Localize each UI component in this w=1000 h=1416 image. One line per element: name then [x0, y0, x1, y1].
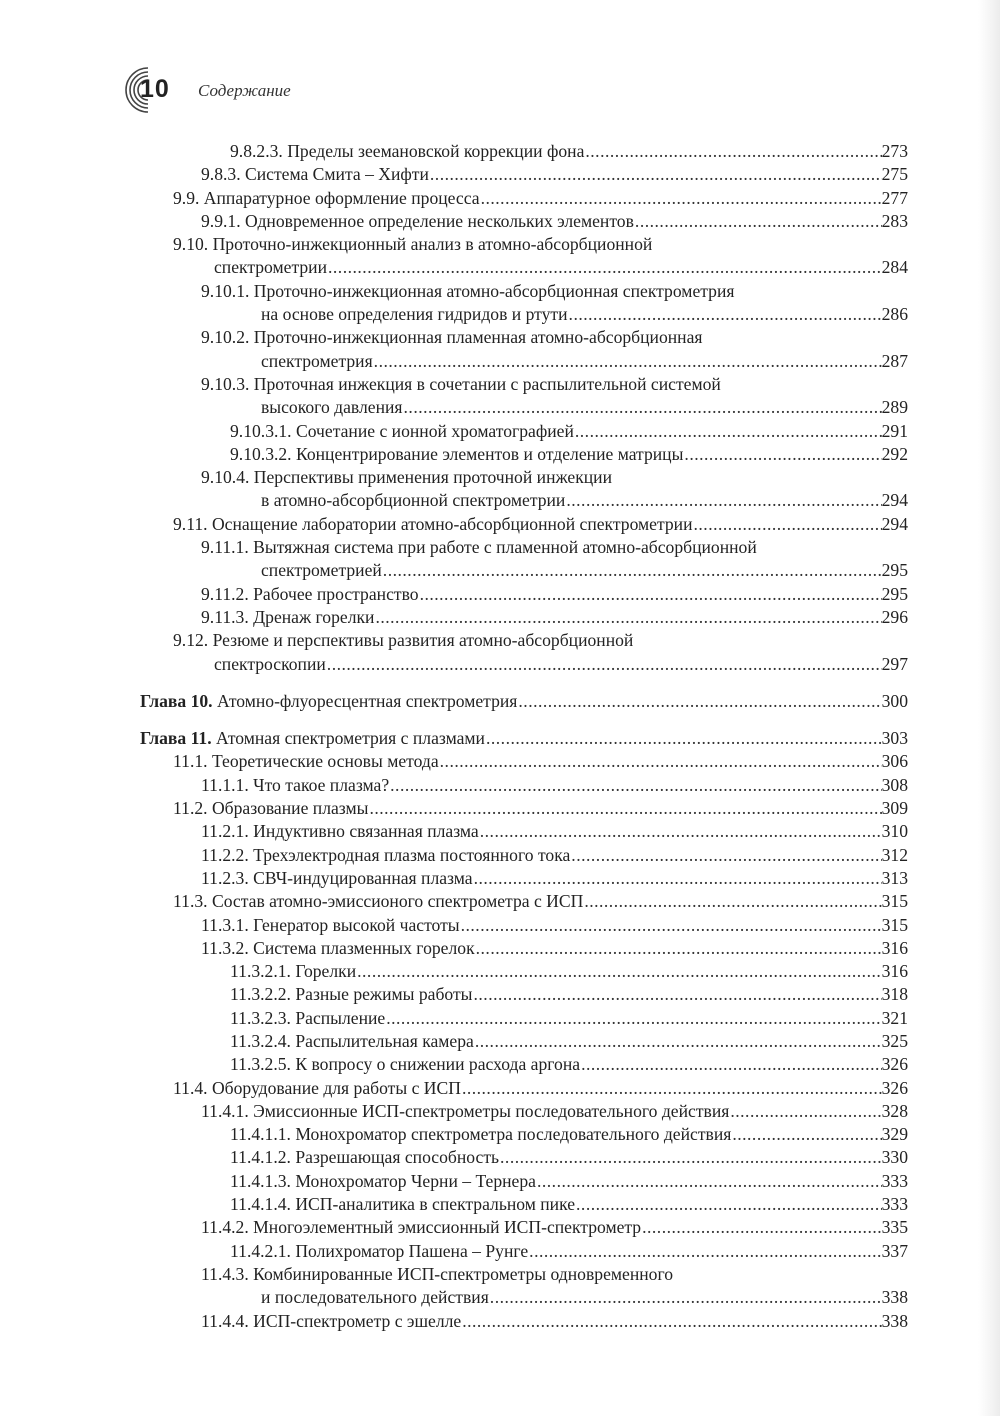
toc-number: 9.8.3. — [201, 164, 241, 185]
dot-leader — [480, 187, 882, 210]
toc-page: 295 — [881, 583, 908, 604]
dot-leader — [641, 1216, 882, 1239]
toc-page: 287 — [881, 350, 908, 371]
toc-title: Рабочее пространство — [253, 583, 419, 604]
toc-entry-continuation — [140, 653, 908, 676]
dot-leader — [693, 513, 882, 536]
dot-leader — [326, 653, 882, 676]
toc-number: 11.4.2.1. — [230, 1240, 291, 1261]
dot-leader — [327, 256, 882, 279]
toc-entry — [140, 750, 908, 773]
toc-page: 275 — [881, 164, 908, 185]
toc-page: 289 — [881, 397, 908, 418]
toc-entry — [140, 373, 908, 396]
dot-leader — [475, 937, 882, 960]
toc-number: 11.3.2.4. — [230, 1030, 291, 1051]
toc-entry — [140, 844, 908, 867]
toc-entry — [140, 983, 908, 1006]
toc-title: Система Смита – Хифти — [245, 164, 429, 185]
toc-title: высокого давления — [261, 397, 403, 418]
toc-entry — [140, 960, 908, 983]
toc-title: Монохроматор спектрометра последовательного действия — [295, 1124, 732, 1145]
toc-title: Резюме и перспективы развития атомно-абсорбционной — [212, 630, 634, 651]
toc-entry — [140, 606, 908, 629]
toc-page: 277 — [881, 187, 908, 208]
chapter-label: Глава 11. — [140, 728, 212, 749]
toc-number: 11.2.2. — [201, 844, 249, 865]
toc-title: Система плазменных горелок — [253, 937, 475, 958]
toc-entry — [140, 937, 908, 960]
toc-entry — [140, 443, 908, 466]
toc-entry — [140, 583, 908, 606]
toc-entry — [140, 867, 908, 890]
toc-chapter-entry — [140, 690, 908, 713]
page-number: 10 — [140, 75, 170, 103]
dot-leader — [536, 1170, 882, 1193]
toc-number: 9.10.2. — [201, 327, 250, 348]
toc-page: 283 — [881, 210, 908, 231]
toc-page: 315 — [881, 914, 908, 935]
toc-number: 11.3.2.5. — [230, 1054, 291, 1075]
dot-leader — [356, 960, 881, 983]
toc-title: спектрометрия — [261, 350, 373, 371]
toc-title: Атомная спектрометрия с плазмами — [216, 728, 485, 749]
dot-leader — [385, 1007, 881, 1030]
toc-title: Индуктивно связанная плазма — [253, 821, 479, 842]
toc-page: 306 — [881, 751, 908, 772]
dot-leader — [461, 1310, 881, 1333]
toc-page: 291 — [881, 420, 908, 441]
toc-title: Эмиссионные ИСП-спектрометры последовательного действия — [253, 1100, 730, 1121]
toc-number: 9.11. — [173, 513, 208, 534]
toc-number: 11.4.3. — [201, 1263, 249, 1284]
toc-entry — [140, 1310, 908, 1333]
toc-entry — [140, 163, 908, 186]
toc-title: Проточно-инжекционная пламенная атомно-абсорбционная — [253, 327, 703, 348]
toc-page: 292 — [881, 443, 908, 464]
toc-number: 9.10.4. — [201, 467, 250, 488]
toc-number: 9.11.2. — [201, 583, 249, 604]
dot-leader — [373, 350, 882, 373]
toc-entry — [140, 233, 908, 256]
toc-page: 284 — [881, 257, 908, 278]
toc-page: 303 — [881, 728, 908, 749]
toc-entry-continuation — [140, 396, 908, 419]
toc-page: 333 — [881, 1194, 908, 1215]
dot-leader — [583, 890, 881, 913]
toc-entry — [140, 890, 908, 913]
toc-number: 9.10.3.1. — [230, 420, 292, 441]
dot-leader — [374, 606, 881, 629]
toc-number: 11.3.2.2. — [230, 984, 291, 1005]
dot-leader — [580, 1053, 882, 1076]
dot-leader — [575, 1193, 882, 1216]
toc-entry — [140, 1053, 908, 1076]
dot-leader — [474, 1030, 882, 1053]
toc-title: Трехэлектродная плазма постоянного тока — [253, 844, 571, 865]
toc-title: Оборудование для работы с ИСП — [211, 1077, 461, 1098]
toc-page: 338 — [881, 1287, 908, 1308]
toc-page: 295 — [881, 560, 908, 581]
toc-number: 11.1. — [173, 751, 208, 772]
dot-leader — [473, 867, 882, 890]
toc-page: 313 — [881, 867, 908, 888]
toc-title: Атомно-флуоресцентная спектрометрия — [216, 690, 518, 711]
toc-page: 296 — [881, 606, 908, 627]
table-of-contents — [140, 140, 908, 1333]
toc-entry-continuation — [140, 1286, 908, 1309]
toc-title: спектроскопии — [214, 653, 326, 674]
dot-leader — [489, 1286, 882, 1309]
toc-entry — [140, 1030, 908, 1053]
dot-leader — [382, 559, 882, 582]
toc-title: Многоэлементный эмиссионный ИСП-спектрометр — [253, 1217, 642, 1238]
dot-leader — [473, 983, 882, 1006]
dot-leader — [568, 303, 882, 326]
toc-title: Горелки — [295, 961, 357, 982]
page-number-badge — [118, 64, 176, 116]
toc-number: 11.4.1.3. — [230, 1170, 291, 1191]
toc-page: 338 — [881, 1310, 908, 1331]
dot-leader — [403, 396, 882, 419]
toc-entry — [140, 210, 908, 233]
toc-page: 318 — [881, 984, 908, 1005]
toc-page: 312 — [881, 844, 908, 865]
toc-chapter-entry — [140, 727, 908, 750]
toc-title: на основе определения гидридов и ртути — [261, 304, 568, 325]
toc-entry — [140, 1216, 908, 1239]
dot-leader — [419, 583, 882, 606]
toc-entry — [140, 187, 908, 210]
toc-entry — [140, 1146, 908, 1169]
toc-title: Разрешающая способность — [295, 1147, 500, 1168]
toc-title: Вытяжная система при работе с пламенной атомно-абсорбционной — [253, 537, 757, 558]
running-title: Содержание — [198, 81, 291, 100]
toc-entry — [140, 797, 908, 820]
toc-page: 335 — [881, 1217, 908, 1238]
toc-title: Оснащение лаборатории атомно-абсорбционной спектрометрии — [211, 513, 693, 534]
dot-leader — [517, 690, 881, 713]
toc-title: Распыление — [295, 1007, 386, 1028]
toc-number: 11.2.3. — [201, 867, 249, 888]
dot-leader — [461, 1077, 882, 1100]
toc-title: спектрометрией — [261, 560, 382, 581]
toc-title: в атомно-абсорбционной спектрометрии — [261, 490, 566, 511]
toc-entry — [140, 774, 908, 797]
toc-title: Что такое плазма? — [253, 774, 390, 795]
dot-leader — [731, 1123, 881, 1146]
toc-number: 9.10.1. — [201, 280, 250, 301]
dot-leader — [574, 420, 882, 443]
dot-leader — [368, 797, 881, 820]
toc-entry — [140, 513, 908, 536]
toc-entry — [140, 629, 908, 652]
toc-number: 11.4.1.4. — [230, 1194, 291, 1215]
toc-entry — [140, 1193, 908, 1216]
toc-page: 273 — [881, 141, 908, 161]
toc-page: 337 — [881, 1240, 908, 1261]
toc-number: 9.11.1. — [201, 537, 249, 558]
toc-number: 11.3.2.3. — [230, 1007, 291, 1028]
toc-page: 326 — [881, 1054, 908, 1075]
dot-leader — [528, 1240, 881, 1263]
toc-entry — [140, 420, 908, 443]
toc-title: Проточно-инжекционная атомно-абсорбционная спектрометрия — [253, 280, 735, 301]
toc-number: 9.9.1. — [201, 210, 241, 231]
toc-number: 11.4.1.2. — [230, 1147, 291, 1168]
toc-title: Монохроматор Черни – Тернера — [295, 1170, 536, 1191]
toc-page: 294 — [881, 513, 908, 534]
toc-number: 9.11.3. — [201, 606, 249, 627]
toc-title: Образование плазмы — [211, 798, 369, 819]
toc-title: Концентрирование элементов и отделение матрицы — [295, 443, 684, 464]
toc-entry — [140, 914, 908, 937]
toc-entry-continuation — [140, 559, 908, 582]
toc-entry — [140, 1170, 908, 1193]
toc-title: Распылительная камера — [295, 1030, 474, 1051]
toc-title: Проточная инжекция в сочетании с распылительной системой — [253, 373, 721, 394]
dot-leader — [439, 750, 882, 773]
toc-number: 11.4.4. — [201, 1310, 249, 1331]
toc-entry-continuation — [140, 303, 908, 326]
toc-number: 9.9. — [173, 187, 200, 208]
dot-leader — [565, 489, 881, 512]
dot-leader — [389, 774, 881, 797]
toc-entry — [140, 1007, 908, 1030]
toc-page: 326 — [881, 1077, 908, 1098]
toc-number: 11.1.1. — [201, 774, 249, 795]
toc-page: 328 — [881, 1100, 908, 1121]
toc-title: и последовательного действия — [261, 1287, 489, 1308]
toc-entry — [140, 1123, 908, 1146]
toc-title: Проточно-инжекционный анализ в атомно-абсорбционной — [212, 234, 653, 255]
toc-entry — [140, 326, 908, 349]
toc-title: ИСП-спектрометр с эшелле — [253, 1310, 462, 1331]
toc-page: 329 — [881, 1124, 908, 1145]
toc-number: 9.10.3.2. — [230, 443, 292, 464]
toc-page: 315 — [881, 891, 908, 912]
toc-title: Полихроматор Пашена – Рунге — [295, 1240, 529, 1261]
toc-page: 321 — [881, 1007, 908, 1028]
toc-number: 11.2. — [173, 798, 208, 819]
dot-leader — [499, 1146, 882, 1169]
toc-number: 9.8.2.3. — [230, 141, 283, 161]
toc-number: 11.4.1. — [201, 1100, 249, 1121]
toc-page: 308 — [881, 774, 908, 795]
toc-title: Сочетание с ионной хроматографией — [295, 420, 574, 441]
page-edge-shadow — [978, 0, 1000, 1416]
toc-entry — [140, 1240, 908, 1263]
page-header — [118, 62, 291, 118]
toc-number: 11.3.2.1. — [230, 961, 291, 982]
toc-number: 9.10. — [173, 234, 209, 255]
toc-entry — [140, 536, 908, 559]
dot-leader — [729, 1100, 881, 1123]
toc-number: 11.4.2. — [201, 1217, 249, 1238]
toc-number: 11.3. — [173, 891, 208, 912]
toc-entry — [140, 466, 908, 489]
toc-entry — [140, 280, 908, 303]
toc-entry-continuation — [140, 350, 908, 373]
toc-title: Состав атомно-эмиссионого спектрометра с ИСП — [211, 891, 584, 912]
toc-title: Генератор высокой частоты — [253, 914, 460, 935]
dot-leader — [479, 820, 882, 843]
dot-leader — [683, 443, 881, 466]
toc-page: 333 — [881, 1170, 908, 1191]
toc-title: СВЧ-индуцированная плазма — [253, 867, 473, 888]
dot-leader — [485, 727, 882, 750]
toc-page: 297 — [881, 653, 908, 674]
toc-title: спектрометрии — [214, 257, 327, 278]
dot-leader — [460, 914, 882, 937]
toc-title: ИСП-аналитика в спектральном пике — [295, 1194, 576, 1215]
toc-page: 330 — [881, 1147, 908, 1168]
dot-leader — [570, 844, 881, 867]
toc-number: 11.4.1.1. — [230, 1124, 291, 1145]
toc-entry — [140, 140, 908, 163]
toc-page: 294 — [881, 490, 908, 511]
toc-number: 11.2.1. — [201, 821, 249, 842]
toc-number: 11.3.1. — [201, 914, 249, 935]
dot-leader — [429, 163, 882, 186]
toc-page: 286 — [881, 304, 908, 325]
toc-number: 11.4. — [173, 1077, 208, 1098]
toc-title: Перспективы применения проточной инжекции — [253, 467, 613, 488]
toc-title: Разные режимы работы — [295, 984, 473, 1005]
toc-entry-continuation — [140, 489, 908, 512]
toc-title: Одновременное определение нескольких элементов — [245, 210, 634, 231]
toc-title: Комбинированные ИСП-спектрометры одновременного — [253, 1263, 674, 1284]
toc-entry — [140, 1100, 908, 1123]
toc-title: Пределы зеемановской коррекции фона — [287, 141, 585, 161]
chapter-label: Глава 10. — [140, 690, 213, 711]
toc-page: 310 — [881, 821, 908, 842]
toc-entry-continuation — [140, 256, 908, 279]
toc-entry — [140, 1077, 908, 1100]
toc-page: 316 — [881, 961, 908, 982]
toc-number: 9.12. — [173, 630, 209, 651]
toc-page: 300 — [881, 690, 908, 711]
toc-number: 9.10.3. — [201, 373, 250, 394]
toc-title: Дренаж горелки — [253, 606, 375, 627]
toc-page: 316 — [881, 937, 908, 958]
toc-entry — [140, 1263, 908, 1286]
toc-entry — [140, 820, 908, 843]
toc-number: 11.3.2. — [201, 937, 249, 958]
toc-page: 325 — [881, 1030, 908, 1051]
dot-leader — [584, 140, 881, 163]
toc-title: Аппаратурное оформление процесса — [203, 187, 480, 208]
toc-title: Теоретические основы метода — [211, 751, 439, 772]
dot-leader — [634, 210, 882, 233]
toc-page: 309 — [881, 798, 908, 819]
toc-title: К вопросу о снижении расхода аргона — [295, 1054, 581, 1075]
